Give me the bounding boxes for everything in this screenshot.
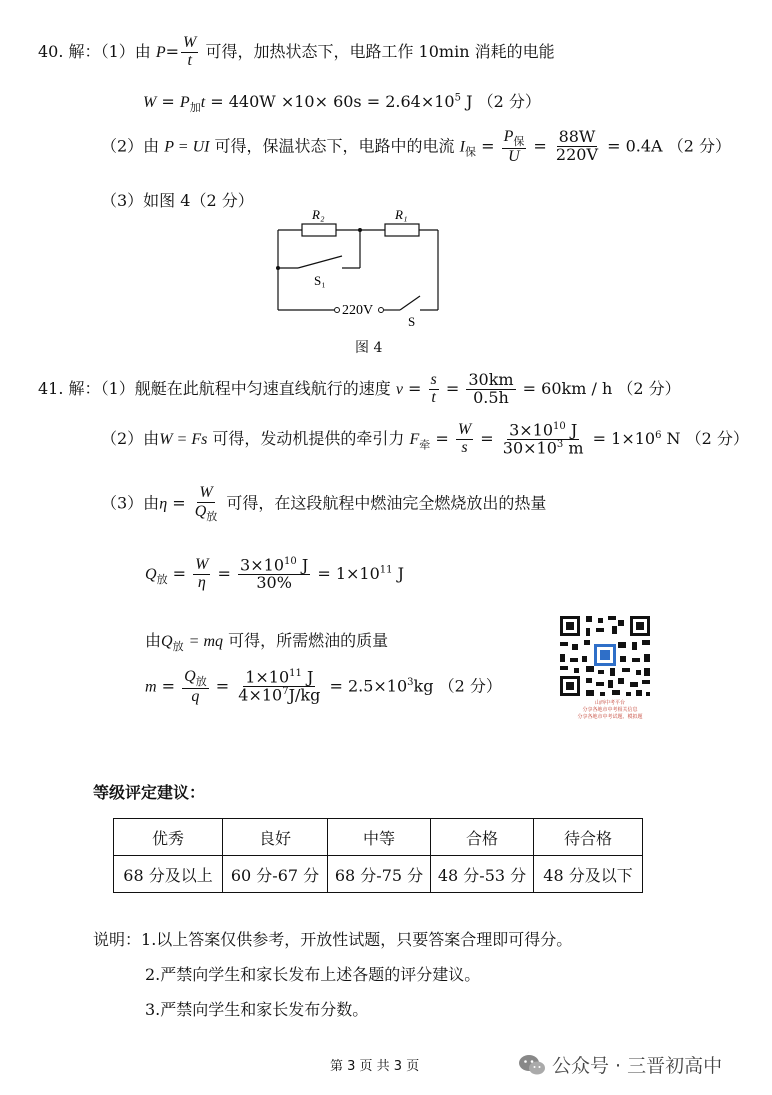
table-cell: 60 分-67 分: [223, 856, 328, 893]
q41-line3: （3）由η = $\frac{W}{Q_放}$ 可得，在这段航程中燃油完全燃烧放出的热量: [101, 484, 547, 523]
table-row: [114, 856, 643, 893]
fraction-work-distance: $\frac{3\times 10^{10} J}{30\times 10^3 m}$: [502, 420, 584, 458]
circuit-diagram: [260, 200, 460, 330]
table-cell: 48 分-53 分: [431, 856, 534, 893]
label-r1: R₁: [395, 207, 408, 222]
page-number: 第 3 页 共 3 页: [330, 1059, 420, 1074]
q41-line2: （2）由W = Fs 可得，发动机提供的牵引力 $F_牵$ = $\frac{W}{s}$ = $\frac{3\times 10^{10} J}{30\times 10^3 m}$ = $1\times 10^6$ N （2 分）: [101, 420, 749, 458]
q40-line2: （2）由 P = UI 可得，保温状态下，电路中的电流 $I_保$ = $\frac{P_保}{U}$ = $\frac{88W}{220V}$ = 0.4A （2 分）: [101, 127, 731, 165]
table-cell: 68 分-75 分: [328, 856, 431, 893]
table-row: [114, 819, 643, 856]
notes-line2: 2.严禁向学生和家长发布上述各题的评分建议。: [145, 965, 481, 984]
label-s1: S₁: [314, 273, 326, 288]
grading-title: 等级评定建议：: [93, 783, 206, 802]
wechat-icon: [518, 1053, 546, 1077]
table-header: 良好: [223, 819, 328, 856]
fraction-Q-q: $\frac{Q_放}{q}$: [184, 668, 207, 705]
table-header: 优秀: [114, 819, 223, 856]
table-cell: 68 分及以上: [114, 856, 223, 893]
label-s: S: [408, 314, 416, 329]
table-header: 中等: [328, 819, 431, 856]
grading-table: [113, 818, 643, 893]
qr-caption: 山西中考平台 分享各地市中考相关信息 分享各地市中考试题、模拟题: [577, 700, 643, 720]
q41-calc1: $Q_放$ = $\frac{W}{\eta}$ = $\frac{3\times 10^{10} J}{30\%}$ = $1\times 10^{11}$ J: [145, 555, 405, 593]
q40-calc1: $W = P_加t = 440W \times 10\times 60s = 2.64\times 10^5$ J （2 分）: [143, 92, 541, 115]
resistor-r1: [385, 224, 419, 236]
fraction-1e11-4e7: $\frac{1\times 10^{11} J}{4\times 10^7J/kg}$: [238, 667, 321, 705]
switch-s1: [298, 256, 342, 268]
table-header: 待合格: [534, 819, 643, 856]
switch-s: [400, 296, 420, 310]
figure-caption: 图 4: [355, 340, 383, 356]
q41-calc3: m = $\frac{Q_放}{q}$ = $\frac{1\times 10^{11} J}{4\times 10^7J/kg}$ = $2.5\times 10^3kg$ （2 分）: [145, 667, 502, 705]
q40-line3: （3）如图 4（2 分）: [101, 191, 254, 210]
table-cell: 48 分及以下: [534, 856, 643, 893]
label-220v: 220V: [342, 303, 374, 318]
fraction-P-U: $\frac{P_保}{U}$: [503, 128, 525, 165]
fraction-30km-0.5h: $\frac{30km}{0.5h}$: [468, 370, 514, 407]
fraction-W-eta: $\frac{W}{\eta}$: [195, 556, 209, 591]
qr-code[interactable]: [556, 612, 654, 700]
fraction-s-t: $\frac{s}{t}$: [430, 371, 437, 406]
notes-line3: 3.严禁向学生和家长发布分数。: [145, 1000, 369, 1019]
fraction-88W-220V: $\frac{88W}{220V}$: [555, 127, 599, 165]
notes-line1: 说明：1.以上答案仅供参考，开放性试题，只要答案合理即可得分。: [93, 930, 573, 949]
resistor-r2: [302, 224, 336, 236]
fraction-3e10-30pct: $\frac{3\times 10^{10} J}{30\%}$: [240, 555, 309, 593]
q40-line1: 40. 解：（1）由 P= $\frac{W}{t}$ 可得，加热状态下，电路工作 10min 消耗的电能: [38, 34, 555, 69]
label-r2: R₂: [312, 207, 325, 222]
q41-line1: 41. 解：（1）舰艇在此航程中匀速直线航行的速度 v = $\frac{s}{t}$ = $\frac{30km}{0.5h}$ = 60km / h （2 分）: [38, 370, 681, 407]
table-header: 合格: [431, 819, 534, 856]
wechat-account[interactable]: 公众号 · 三晋初高中: [518, 1051, 722, 1078]
fraction-W-t: $\frac{W}{t}$: [183, 34, 197, 69]
fraction-W-Q: $\frac{W}{Q_放}$: [194, 484, 218, 523]
fraction-W-s: $\frac{W}{s}$: [457, 421, 472, 457]
q41-calc2: 由$Q_放$ = mq 可得，所需燃油的质量: [145, 631, 389, 654]
